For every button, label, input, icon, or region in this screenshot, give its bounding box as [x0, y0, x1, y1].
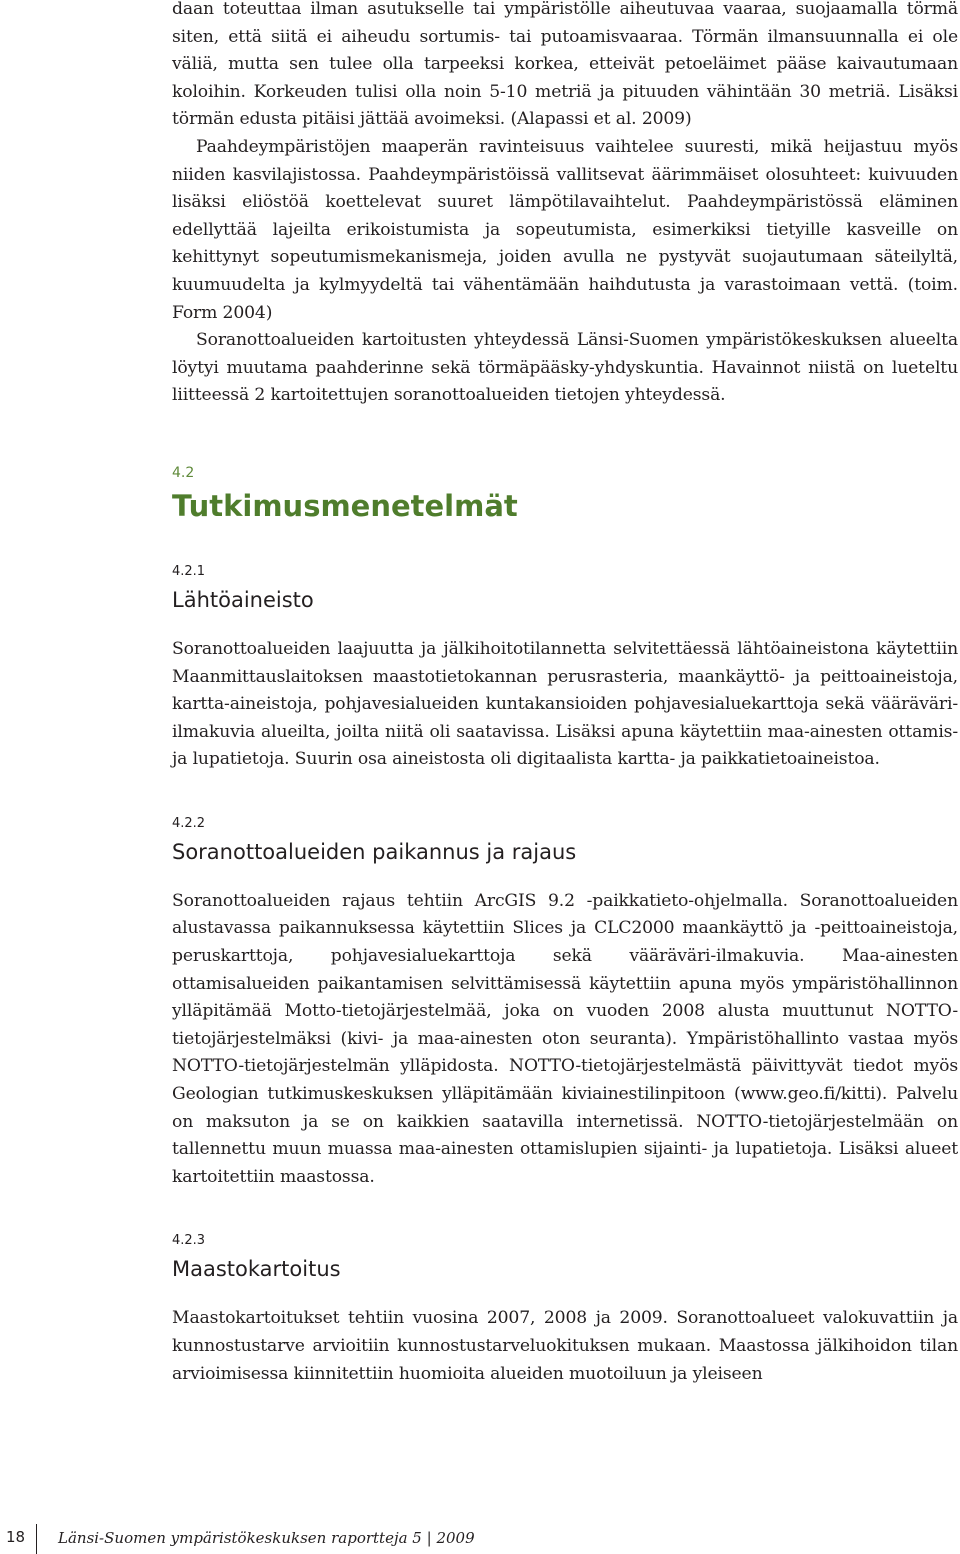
subsection-maastokartoitus	[172, 1233, 958, 1388]
footer-divider	[36, 1524, 37, 1554]
spacer	[172, 774, 958, 816]
intro-paragraph-3: Soranottoalueiden kartoitusten yhteydessä Länsi-Suomen ympäristökeskuksen alueelta löytyi muutama paahderinne sekä törmäpääsky-yhdyskuntia. Havainnot niistä on lueteltu liitteessä 2 kartoitettujen soranottoalueiden tietojen yhteydessä.	[172, 330, 958, 406]
subsection-title: Lähtöaineisto	[172, 587, 314, 612]
intro-paragraph-2: Paahdeympäristöjen maaperän ravinteisuus vaihtelee suuresti, mikä heijastuu myös niiden kasvilajistossa. Paahdeympäristöissä vallitsevat äärimmäiset olosuhteet: kuivuuden lisäksi eliöstöä koettelevat suuret lämpötilavaihtelut. Paahdeympäristössä eläminen edellyttää lajeilta erikoistumista ja sopeutumista, esimerkiksi tietyille kasveille on kehittynyt sopeutumismekanismeja, joiden avulla ne pystyvät suojautumaan säteilyltä, kuumuudelta ja kylmyydeltä tai vähentämään haihdutusta ja varastoimaan vettä. (toim. Form 2004)	[172, 136, 958, 323]
section-heading	[172, 464, 958, 524]
spacer	[172, 524, 958, 564]
subsection-lahtoaineisto	[172, 564, 958, 774]
section-title: Tutkimusmenetelmät	[172, 488, 518, 523]
subsection-title: Maastokartoitus	[172, 1257, 341, 1282]
intro-paragraph-1: daan toteuttaa ilman asutukselle tai ympäristölle aiheutuvaa vaaraa, suojaamalla törmä siten, että siitä ei aiheudu sortumis- tai putoamisvaaraa. Törmän ilmansuunnalla ei ole väliä, mutta sen tulee olla tarpeeksi korkea, etteivät petoeläimet pääse kaivautumaan koloihin. Korkeuden tulisi olla noin 5-10 metriä ja pituuden vähintään 30 metriä. Lisäksi törmän edusta pitäisi jättää avoimeksi. (Alapassi et al. 2009)	[172, 0, 958, 130]
subsection-number: 4.2.3	[172, 1233, 206, 1249]
subsection-text: Soranottoalueiden laajuutta ja jälkihoitotilannetta selvitettäessä lähtöaineistona käytettiin Maanmittauslaitoksen maastotietokannan perusrasteria, maankäyttö- ja peittoaineistoja, kartta-aineistoja, pohjavesialueiden kuntakansioiden pohjavesialuekarttoja sekä vääräväri-ilmakuvia alueilta, joilta niitä oli saatavissa. Lisäksi apuna käytettiin maa-ainesten ottamis- ja lupatietoja. Suurin osa aineistosta oli digitaalista kartta- ja paikkatietoaineistoa.	[172, 638, 958, 770]
page-content	[172, 0, 958, 1388]
subsection-text: Maastokartoitukset tehtiin vuosina 2007, 2008 ja 2009. Soranottoalueet valokuvattiin ja kunnostustarve arvioitiin kunnostustarveluokituksen mukaan. Maastossa jälkihoidon tilan arvioimisessa kiinnitettiin huomioita alueiden muotoiluun ja yleiseen	[172, 1308, 958, 1384]
section-number: 4.2	[172, 464, 195, 481]
spacer	[172, 410, 958, 464]
publication-name: Länsi-Suomen ympäristökeskuksen raportteja 5 | 2009	[58, 1529, 475, 1547]
subsection-text: Soranottoalueiden rajaus tehtiin ArcGIS 9.2 -paikkatieto-ohjelmalla. Soranottoalueiden alustavassa paikannuksessa käytettiin Slices ja CLC2000 maankäyttö ja -peittoaineistoja, peruskarttoja, pohjavesialuekarttoja sekä vääräväri-ilmakuvia. Maa-ainesten ottamisalueiden paikantamisen selvittämisessä käytettiin apuna myös ympäristöhallinnon ylläpitämää Motto-tietojärjestelmää, joka on vuoden 2008 alusta muuttunut NOTTO-tietojärjestelmäksi (kivi- ja maa-ainesten oton seuranta). Ympäristöhallinto vastaa myös NOTTO-tietojärjestelmän ylläpidosta. NOTTO-tietojärjestelmästä päivittyvät tiedot myös Geologian tutkimuskeskuksen ylläpitämään kiviainestilinpitoon (www.geo.fi/kitti). Palvelu on maksuton ja se on kaikkien saatavilla internetissä. NOTTO-tietojärjestelmään on tallennettu muun muassa maa-ainesten ottamislupien sijainti- ja lupatietoja. Lisäksi alueet kartoitettiin maastossa.	[172, 890, 958, 1187]
subsection-title: Soranottoalueiden paikannus ja rajaus	[172, 839, 577, 864]
subsection-number: 4.2.2	[172, 815, 206, 831]
subsection-paikannus-ja-rajaus	[172, 816, 958, 1192]
subsection-number: 4.2.1	[172, 563, 206, 579]
spacer	[172, 1191, 958, 1233]
page-number: 18	[6, 1528, 26, 1546]
page-footer	[0, 1524, 960, 1554]
